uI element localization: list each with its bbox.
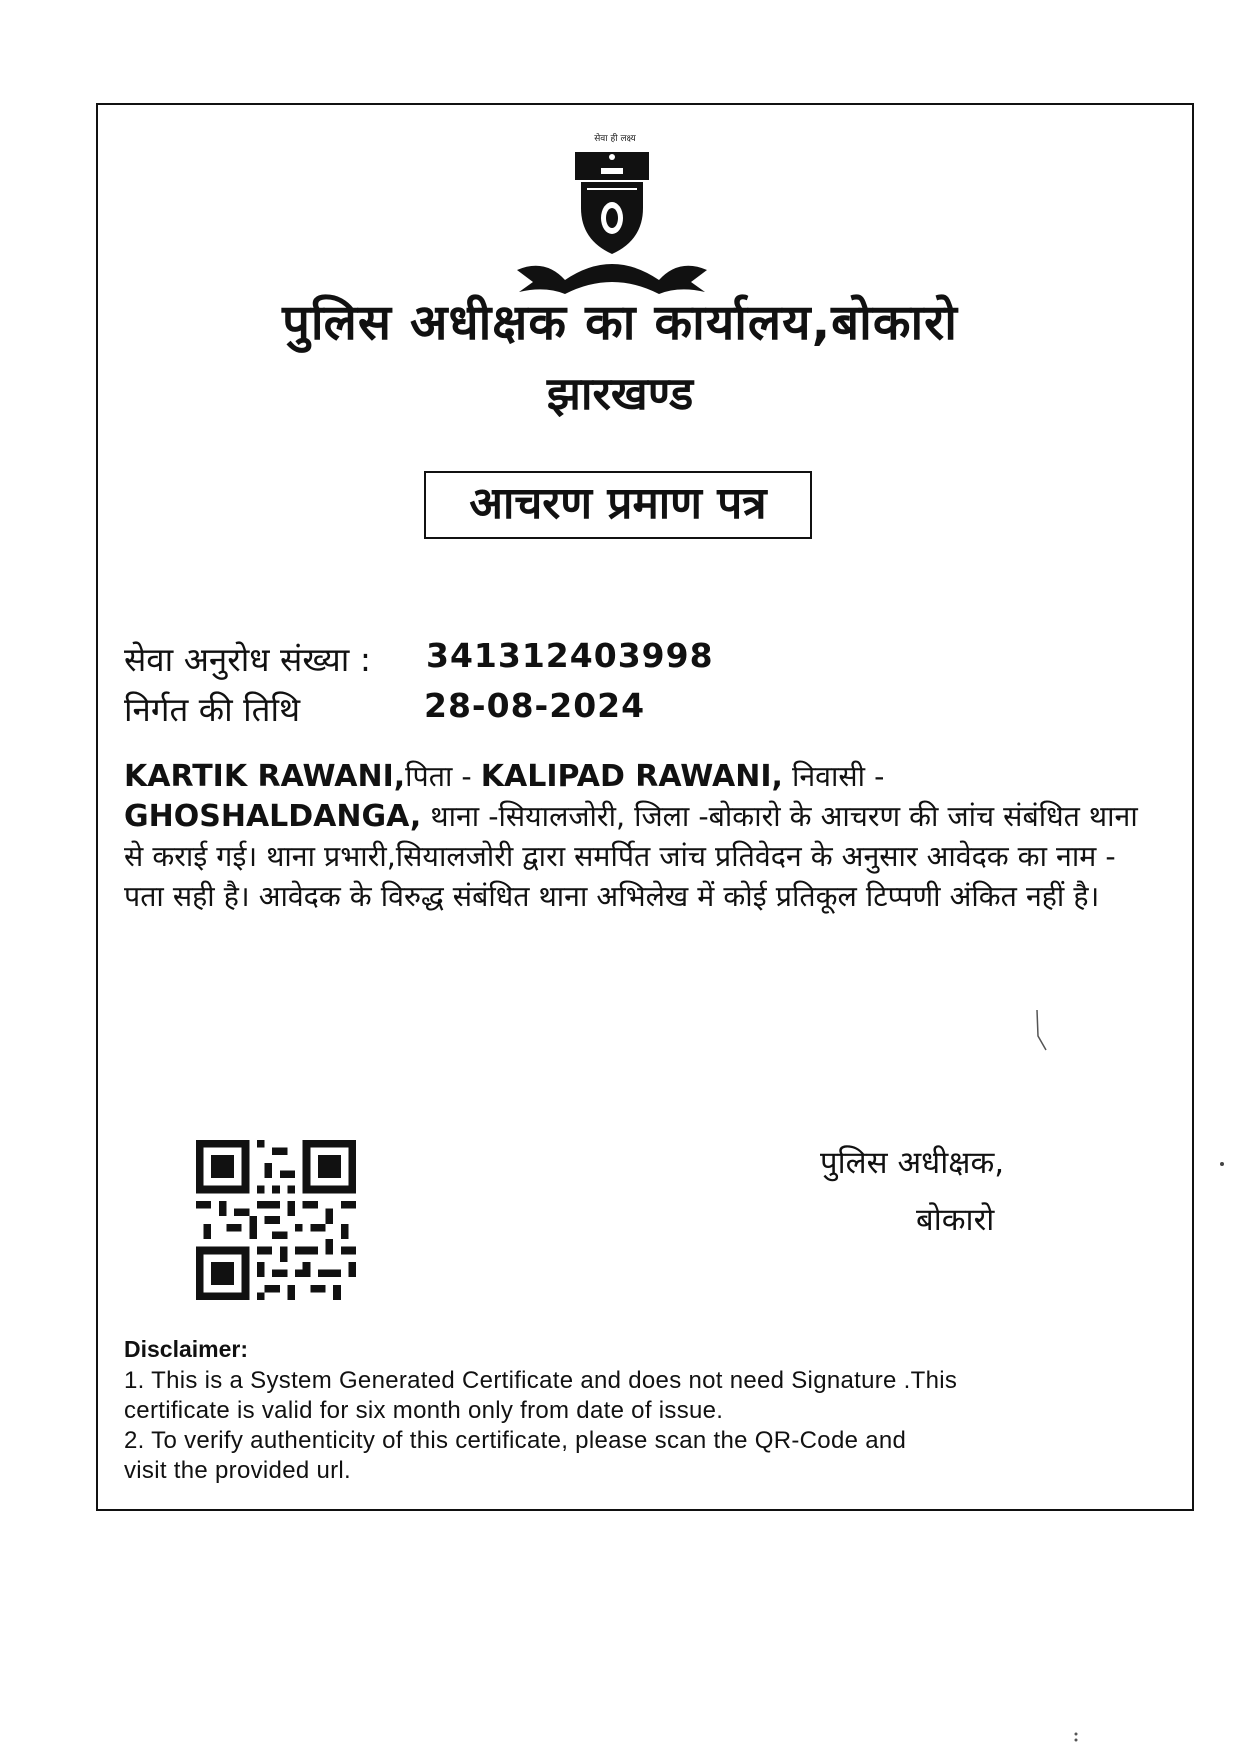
- disclaimer-title: Disclaimer:: [124, 1336, 249, 1362]
- disclaimer-line: 2. To verify authenticity of this certificate, please scan the QR-Code and: [124, 1427, 907, 1454]
- father-label: पिता -: [405, 760, 481, 793]
- emblem-motto: सेवा ही लक्ष्य: [594, 134, 636, 144]
- father-name: KALIPAD RAWANI,: [480, 759, 783, 794]
- certificate-title: आचरण प्रमाण पत्र: [424, 471, 812, 539]
- certificate-body: [124, 757, 1164, 917]
- body-text: थाना -सियालजोरी, जिला -बोकारो के आचरण की जांच संबंधित थाना से कराई गई। थाना प्रभारी,सियालजोरी द्वारा समर्पित जांच प्रतिवेदन के अनुसार आवेदक का नाम - पता सही है। आवेदक के विरुद्ध संबंधित थाना अभिलेख में कोई प्रतिकूल टिप्पणी अंकित नहीं है।: [124, 800, 1138, 913]
- scan-speck: [1072, 1730, 1080, 1742]
- office-title: पुलिस अधीक्षक का कार्यालय,बोकारो: [282, 294, 958, 351]
- service-request-label: सेवा अनुरोध संख्या :: [124, 640, 371, 679]
- disclaimer-line: 1. This is a System Generated Certificate and does not need Signature .This: [124, 1367, 958, 1394]
- issue-date: 28-08-2024: [424, 686, 646, 725]
- scan-mark: [1034, 1008, 1050, 1052]
- police-emblem-icon: [505, 130, 719, 310]
- applicant-name: KARTIK RAWANI,: [124, 759, 406, 794]
- service-request-number: 341312403998: [426, 636, 714, 675]
- signature-place: बोकारो: [916, 1202, 995, 1238]
- issue-date-label: निर्गत की तिथि: [124, 690, 301, 729]
- residence-label: निवासी -: [782, 760, 885, 793]
- scan-speck: [1218, 1160, 1226, 1168]
- disclaimer-line: visit the provided url.: [124, 1457, 352, 1484]
- qr-code-icon: [196, 1140, 356, 1300]
- state-title: झारखण्ड: [546, 367, 694, 420]
- village-name: GHOSHALDANGA,: [124, 799, 422, 834]
- signature-designation: पुलिस अधीक्षक,: [820, 1145, 1005, 1181]
- disclaimer-line: certificate is valid for six month only from date of issue.: [124, 1397, 724, 1424]
